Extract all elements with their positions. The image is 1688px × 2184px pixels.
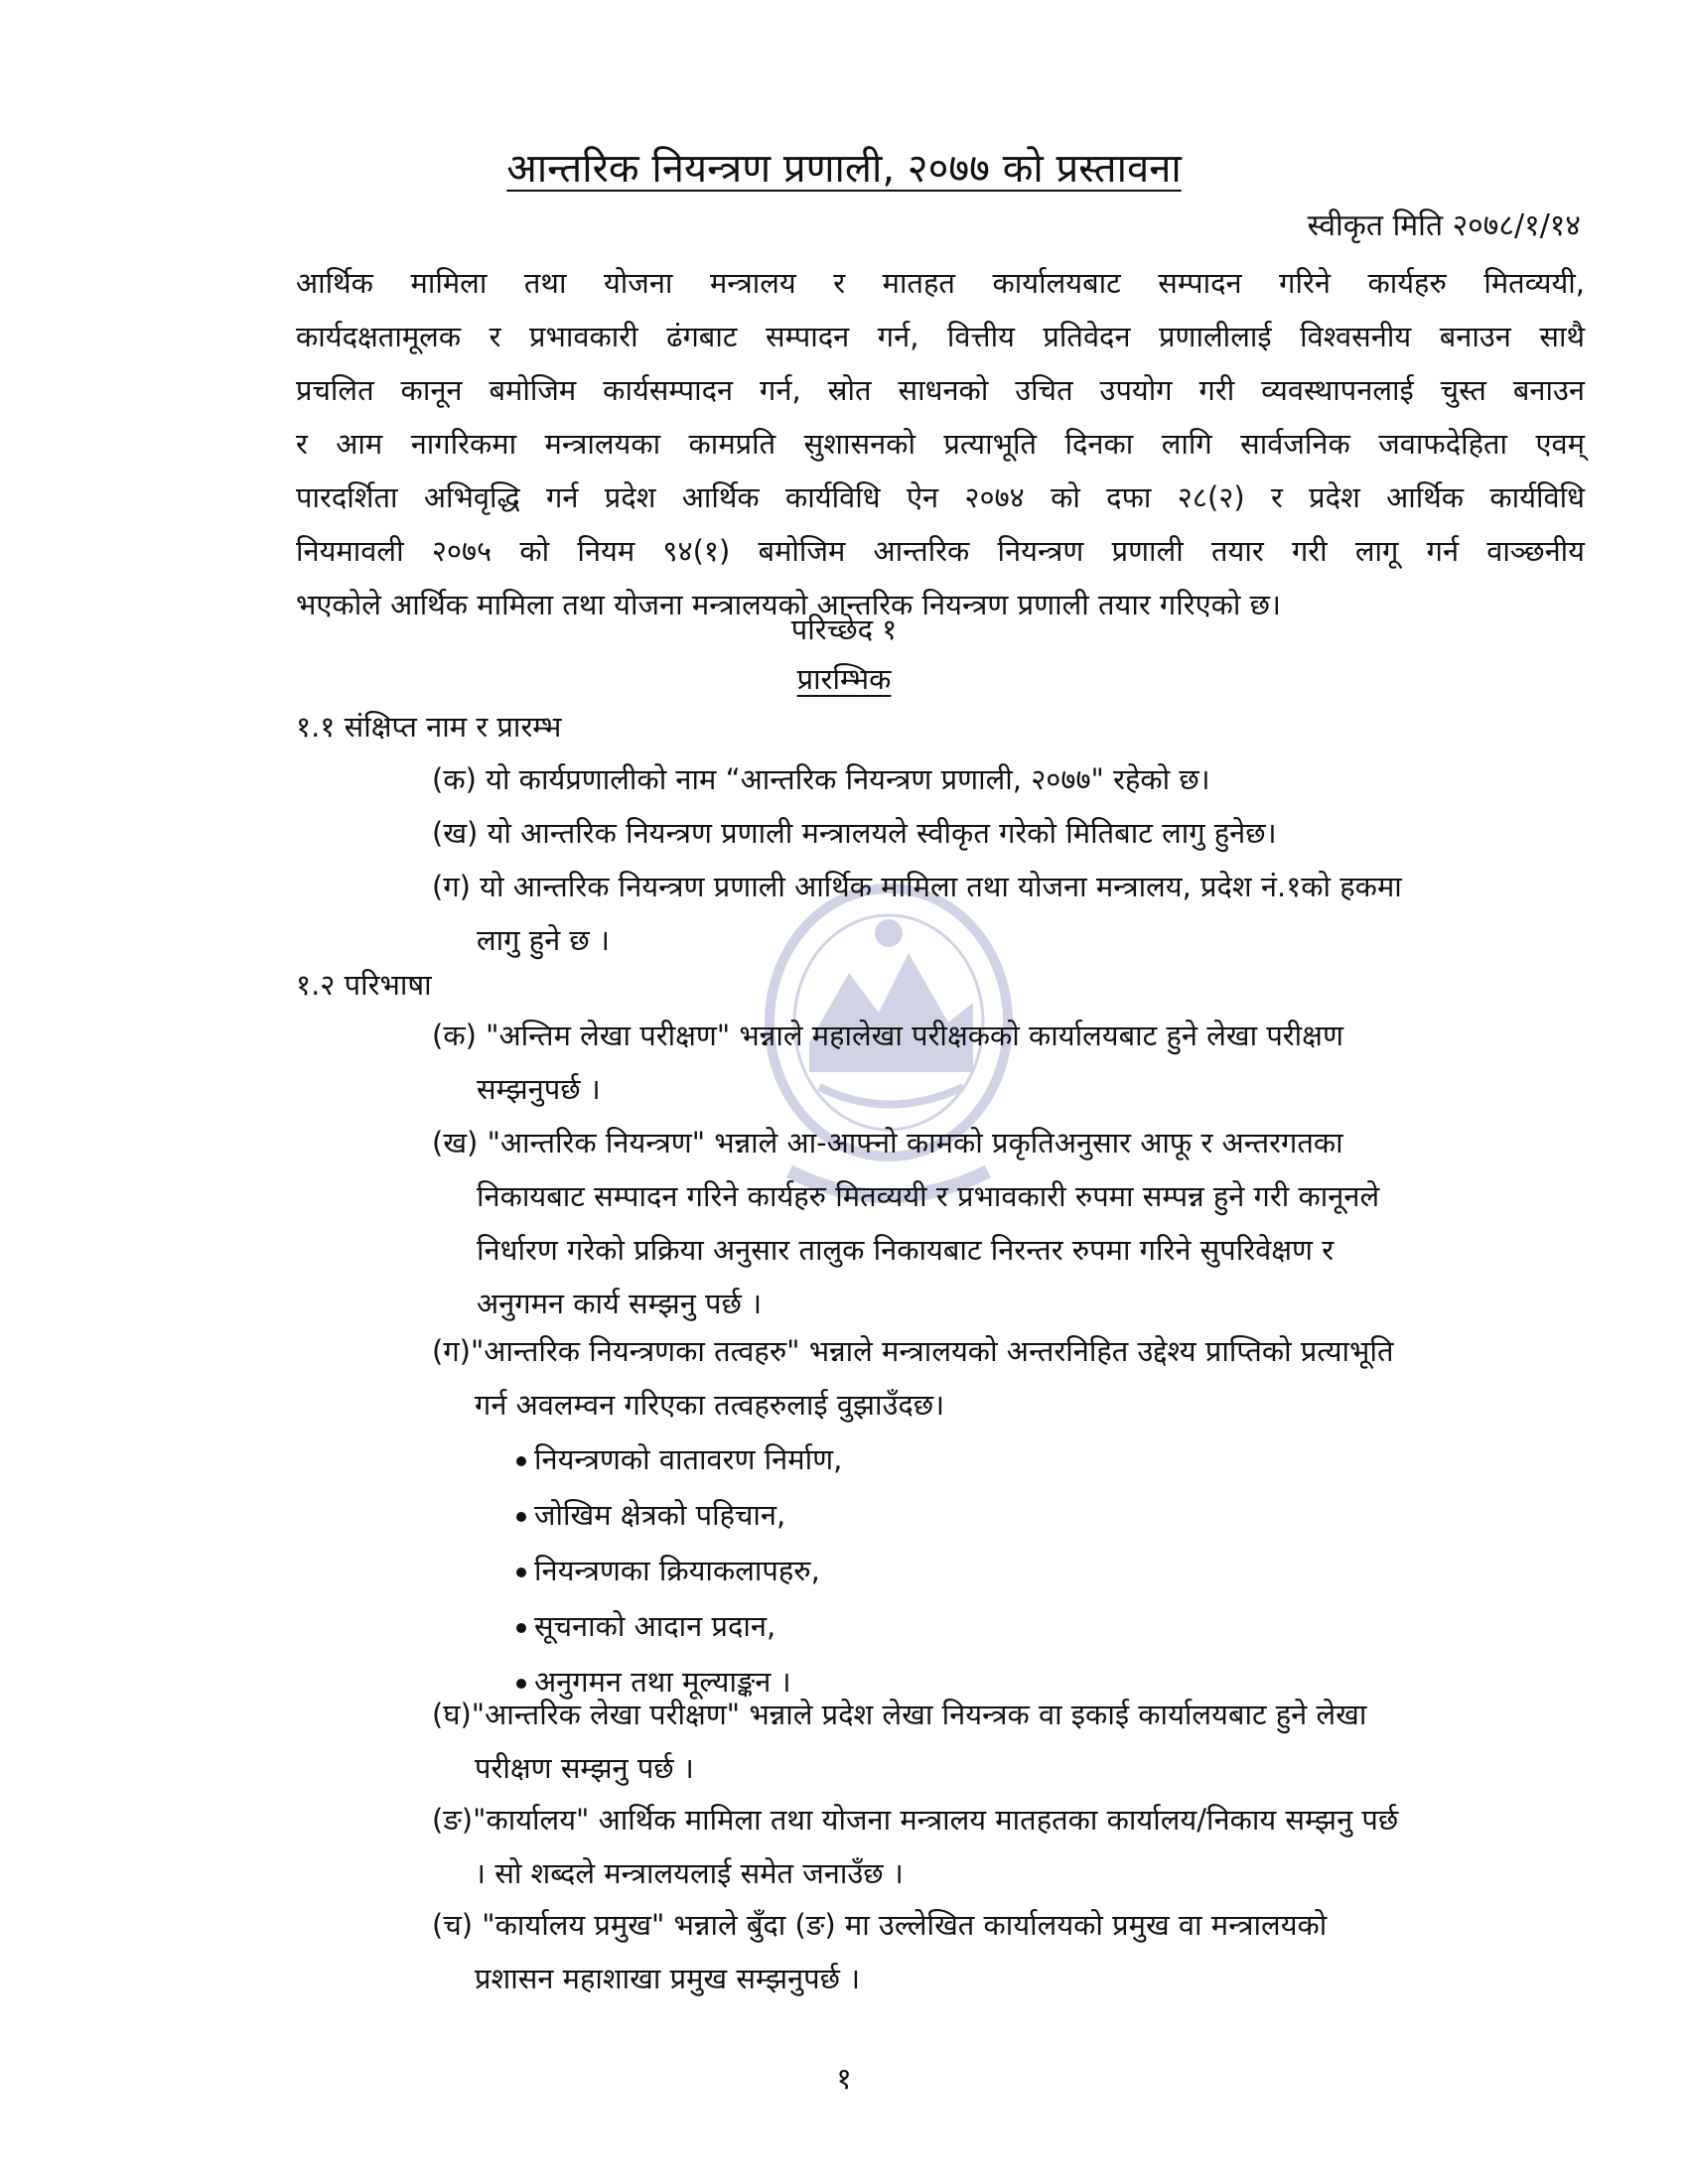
preamble-line: कार्यदक्षतामूलक र प्रभावकारी ढंगबाट सम्पादन गर्न, वित्तीय प्रतिवेदन प्रणालीलाई विश्वसनीय बनाउन साथै	[296, 320, 1585, 353]
preamble-line: प्रचलित कानून बमोजिम कार्यसम्पादन गर्न, स्रोत साधनको उचित उपयोग गरी व्यवस्थापनलाई चुस्त बनाउन	[296, 373, 1585, 407]
clause-line: लागु हुने छ ।	[477, 923, 610, 957]
list-item-text: नियन्त्रणको वातावरण निर्माण,	[534, 1442, 843, 1476]
bullet-icon	[516, 1456, 526, 1466]
clause-1-1-kha	[432, 806, 1584, 860]
list-item-text: जोखिम क्षेत्रको पहिचान,	[534, 1498, 786, 1532]
clause-1-1-ka	[432, 752, 1584, 806]
preamble-line: र आम नागरिकमा मन्त्रालयका कामप्रति सुशासनको प्रत्याभूति दिनका लागि सार्वजनिक जवाफदेहिता एवम्	[296, 427, 1585, 461]
list-item	[516, 1487, 842, 1543]
preamble-line: नियमावली २०७५ को नियम ९४(१) बमोजिम आन्तरिक नियन्त्रण प्रणाली तयार गरी लागू गर्न वाञ्छनीय	[296, 534, 1585, 568]
clause-line: (घ)"आन्तरिक लेखा परीक्षण" भन्नाले प्रदेश लेखा नियन्त्रक वा इकाई कार्यालयबाट हुने लेखा	[432, 1698, 1367, 1731]
chapter-number: परिच्छेद १	[790, 613, 898, 646]
list-item-text: सूचनाको आदान प्रदान,	[534, 1609, 776, 1643]
preamble-paragraph	[296, 256, 1585, 631]
clause-line: (क) "अन्तिम लेखा परीक्षण" भन्नाले महालेखा परीक्षकको कार्यालयबाट हुने लेखा परीक्षण	[432, 1019, 1343, 1052]
clause-line: प्रशासन महाशाखा प्रमुख सम्झनुपर्छ ।	[475, 1962, 861, 1995]
bullet-icon	[516, 1568, 526, 1577]
clause-line: (ङ)"कार्यालय" आर्थिक मामिला तथा योजना मन्त्रालय मातहतका कार्यालय/निकाय सम्झनु पर्छ	[432, 1803, 1399, 1837]
clause-1-2-kha	[432, 1116, 1584, 1330]
clause-1-1-ga	[432, 860, 1584, 967]
document-title: आन्तरिक नियन्त्रण प्रणाली, २०७७ को प्रस्तावना	[506, 146, 1182, 192]
clause-1-2-nga	[432, 1793, 1584, 1900]
list-item	[516, 1543, 842, 1598]
list-item-text: नियन्त्रणका क्रियाकलापहरु,	[534, 1554, 820, 1587]
clause-line: (क) यो कार्यप्रणालीको नाम “आन्तरिक नियन्त्रण प्रणाली, २०७७" रहेको छ।	[432, 762, 1210, 796]
preamble-line: पारदर्शिता अभिवृद्धि गर्न प्रदेश आर्थिक कार्यविधि ऐन २०७४ को दफा २८(२) र प्रदेश आर्थिक कार्यविधि	[296, 480, 1585, 514]
clause-line: (ग)"आन्तरिक नियन्त्रणका तत्वहरु" भन्नाले मन्त्रालयको अन्तरनिहित उद्देश्य प्राप्तिको प्रत्याभूति	[432, 1334, 1394, 1368]
clause-line: । सो शब्दले मन्त्रालयलाई समेत जनाउँछ ।	[475, 1856, 904, 1890]
clause-line: (च) "कार्यालय प्रमुख" भन्नाले बुँदा (ङ) मा उल्लेखित कार्यालयको प्रमुख वा मन्त्रालयको	[432, 1908, 1328, 1942]
preamble-line: आर्थिक मामिला तथा योजना मन्त्रालय र मातहत कार्यालयबाट सम्पादन गरिने कार्यहरु मितव्ययी,	[296, 266, 1585, 300]
section-heading-short-title: १.१ संक्षिप्त नाम र प्रारम्भ	[296, 710, 562, 744]
clause-line: सम्झनुपर्छ ।	[477, 1072, 601, 1106]
clause-1-2-gha	[432, 1688, 1584, 1795]
page-number: १	[836, 2062, 852, 2097]
clause-line: गर्न अवलम्वन गरिएका तत्वहरुलाई वुझाउँदछ।	[475, 1388, 945, 1422]
clause-line: परीक्षण सम्झनु पर्छ ।	[475, 1751, 694, 1785]
clause-line: (ख) यो आन्तरिक नियन्त्रण प्रणाली मन्त्रालयले स्वीकृत गरेको मितिबाट लागु हुनेछ।	[432, 816, 1277, 850]
clause-line: अनुगमन कार्य सम्झनु पर्छ ।	[477, 1287, 763, 1320]
section-heading-definitions: १.२ परिभाषा	[296, 968, 432, 1002]
list-item	[516, 1432, 842, 1487]
clause-line: (ख) "आन्तरिक नियन्त्रण" भन्नाले आ-आफ्नो कामको प्रकृतिअनुसार आफू र अन्तरगतका	[432, 1126, 1343, 1160]
clause-1-2-ga	[432, 1324, 1584, 1432]
bullet-icon	[516, 1623, 526, 1633]
list-item	[516, 1598, 842, 1654]
clause-line: निर्धारण गरेको प्रक्रिया अनुसार तालुक निकायबाट निरन्तर रुपमा गरिने सुपरिवेक्षण र	[477, 1233, 1335, 1267]
approved-date: स्वीकृत मिति २०७८/१/१४	[1307, 208, 1581, 243]
clause-line: निकायबाट सम्पादन गरिने कार्यहरु मितव्ययी र प्रभावकारी रुपमा सम्पन्न हुने गरी कानूनले	[477, 1179, 1380, 1213]
clause-1-2-ka	[432, 1009, 1584, 1116]
preamble-line: भएकोले आर्थिक मामिला तथा योजना मन्त्रालयको आन्तरिक नियन्त्रण प्रणाली तयार गरिएको छ।	[296, 588, 1281, 621]
clause-line: (ग) यो आन्तरिक नियन्त्रण प्रणाली आर्थिक मामिला तथा योजना मन्त्रालय, प्रदेश नं.१को हकमा	[432, 870, 1402, 903]
list-item-text: अनुगमन तथा मूल्याङ्कन ।	[534, 1665, 791, 1699]
clause-1-2-cha	[432, 1898, 1584, 2005]
chapter-heading: प्रारम्भिक	[796, 662, 892, 696]
control-elements-list	[516, 1432, 842, 1709]
bullet-icon	[516, 1512, 526, 1522]
